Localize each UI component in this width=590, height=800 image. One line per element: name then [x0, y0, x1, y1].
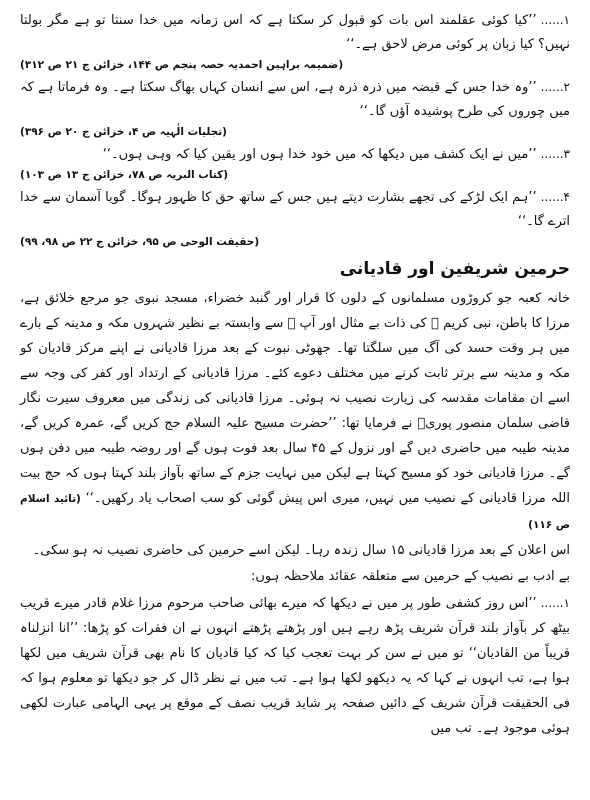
body-paragraph	[20, 286, 570, 538]
quote-item-3	[20, 142, 570, 183]
item-text: ’’میں نے ایک کشف میں دیکھا کہ میں خود خدا ہوں اور یقین کیا کہ وہی ہوں۔‘‘	[102, 147, 537, 162]
quote-item-2	[20, 75, 570, 140]
item-number: ۱......	[540, 596, 570, 610]
conclusion-paragraph: اس اعلان کے بعد مرزا قادیانی ۱۵ سال زندہ رہا۔ لیکن اسے حرمین کی حاضری نصیب نہ ہو سکی۔	[32, 543, 570, 558]
item-number: ۳......	[540, 147, 570, 161]
item-number: ۴......	[540, 190, 570, 204]
reference: (ضمیمہ براہین احمدیہ حصہ پنجم ص ۱۴۴، خزائن ج ۲۱ ص ۳۱۲)	[20, 59, 344, 71]
final-quote	[20, 591, 570, 741]
reference: (حقیقت الوحی ص ۹۵، خزائن ج ۲۲ ص ۹۸، ۹۹)	[20, 236, 260, 248]
body-reference: (تائید اسلام ص ۱۱۶)	[20, 493, 570, 531]
item-text: ’’وہ خدا جس کے قبضہ میں ذرہ ذرہ ہے، اس سے انسان کہاں بھاگ سکتا ہے۔ وہ فرماتا ہے کہ میں چوروں کی طرح پوشیدہ آؤں گا۔‘‘	[20, 80, 570, 119]
quote-text: ’’اس روز کشفی طور پر میں نے دیکھا کہ میرے بھائی صاحب مرحوم مرزا غلام قادر میرے قریب بیٹھ کر بآواز بلند قرآن شریف پڑھ رہے ہیں اور پڑھتے پڑھتے انہوں نے ان فقرات کو پڑھا: ’’انا انزلناہ قریباً من القادیان‘‘ تو میں نے سن کر بہت تعجب کیا کہ کیا قادیان کا نام بھی قرآن شریف میں لکھا ہوا ہے، تب انہوں نے کہا کہ یہ دیکھو لکھا ہوا ہے۔ تب میں نے نظر ڈال کر جو دیکھا تو معلوم ہوا کہ فی الحقیقت قرآن شریف کے دائیں صفحہ پر شاید قریب نصف کے موقع پر یہی الہامی عبارت لکھی ہوئی موجود ہے۔ تب میں	[20, 596, 570, 736]
quote-text	[20, 8, 570, 57]
item-number: ۲......	[540, 80, 570, 94]
subheading: بے ادب بے نصیب کے حرمین سے متعلقہ عقائد ملاحظہ ہوں:	[250, 569, 570, 584]
quote-item-1	[20, 8, 570, 73]
item-text: ’’ہم ایک لڑکے کی تجھے بشارت دیتے ہیں جس کے ساتھ حق کا ظہور ہوگا۔ گویا آسمان سے خدا اترے گا۔‘‘	[20, 190, 570, 229]
quote-text	[20, 185, 570, 234]
reference: (کتاب البریہ ص ۷۸، خزائن ج ۱۳ ص ۱۰۳)	[20, 169, 228, 181]
quote-text	[20, 142, 570, 167]
item-number: ۱......	[540, 13, 570, 27]
section-heading: حرمین شریفین اور قادیانی	[339, 259, 570, 279]
body-text: خانہ کعبہ جو کروڑوں مسلمانوں کے دلوں کا قرار اور گنبد خضراء، مسجد نبوی جو مرجع خلائق ہے، مرزا کا باطن، نبی کریم ﷺ کی ذات بے مثال اور آپ ﷺ سے وابستہ بے نظیر شہروں مکہ و مدینہ کے بارے میں ہر وقت حسد کی آگ میں سلگتا تھا۔ جھوٹی نبوت کے بعد مرزا قادیانی نے اپنے مرکز قادیان کو مکہ و مدینہ سے برتر ثابت کرنے میں مختلف دعوے کئے۔ مرزا قادیانی کے ارتداد اور کفر کی وجہ سے اسے ان مقامات مقدسہ کی زیارت نصیب نہ ہوئی۔ مرزا قادیانی کی زندگی میں معروف سیرت نگار قاضی سلمان منصور پوریؒ نے فرمایا تھا: ’’حضرت مسیح علیہ السلام حج کریں گے، عمرہ کریں گے، مدینہ طیبہ میں حاضری دیں گے اور نزول کے ۴۵ سال بعد فوت ہوں گے اور روضہ طیبہ میں دفن ہوں گے۔ مرزا قادیانی خود کو مسیح کہتا ہے لیکن میں نہایت جزم کے ساتھ بآواز بلند کہتا ہوں کہ حج بیت اللہ مرزا قادیانی کے نصیب میں نہیں، میری اس پیش گوئی کو سب اصحاب یاد رکھیں۔‘‘	[20, 291, 570, 506]
item-text: ’’کیا کوئی عقلمند اس بات کو قبول کر سکتا ہے کہ اس زمانہ میں خدا سنتا تو ہے مگر بولتا نہیں؟ کیا زبان پر کوئی مرض لاحق ہے۔‘‘	[20, 13, 570, 52]
quote-item-4	[20, 185, 570, 250]
quote-text	[20, 75, 570, 124]
reference: (تجلیات الٰہیہ ص ۴، خزائن ج ۲۰ ص ۳۹۶)	[20, 126, 227, 138]
